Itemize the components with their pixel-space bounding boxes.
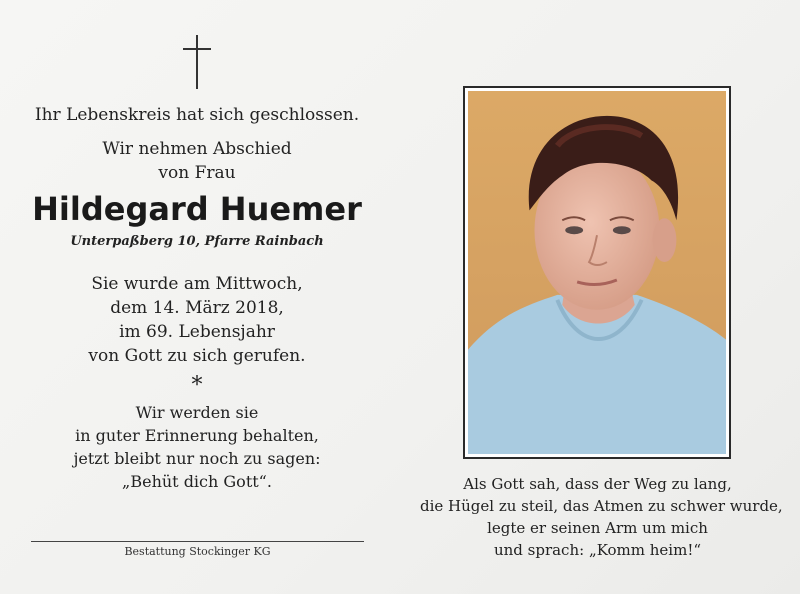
memory-line: jetzt bleibt nur noch zu sagen: <box>73 449 321 468</box>
poem-line: und sprach: „Komm heim!“ <box>493 541 702 559</box>
deceased-name: Hildegard Huemer <box>32 190 362 228</box>
memory-line: Wir werden sie <box>135 403 259 422</box>
memory-line: „Behüt dich Gott“. <box>122 472 272 491</box>
deceased-address: Unterpaßberg 10, Pfarre Rainbach <box>70 234 324 249</box>
star-separator: * <box>191 373 203 398</box>
intro-line: von Frau <box>158 163 236 183</box>
poem-line: die Hügel zu steil, das Atmen zu schwer wurde, <box>420 497 783 515</box>
death-notice-line: im 69. Lebensjahr <box>119 322 275 342</box>
footer-divider <box>31 541 364 542</box>
portrait-photo <box>468 91 726 454</box>
poem-line: legte er seinen Arm um mich <box>487 519 708 537</box>
intro-line: Wir nehmen Abschied <box>102 139 292 159</box>
intro-line: Ihr Lebenskreis hat sich geschlossen. <box>34 105 360 125</box>
undertaker-name: Bestattung Stockinger KG <box>124 545 271 558</box>
poem-line: Als Gott sah, dass der Weg zu lang, <box>463 475 732 493</box>
death-notice-line: von Gott zu sich gerufen. <box>88 346 306 366</box>
cross-icon <box>183 35 211 89</box>
death-notice-line: dem 14. März 2018, <box>110 298 284 318</box>
death-notice-line: Sie wurde am Mittwoch, <box>91 274 303 294</box>
portrait-frame <box>463 86 731 459</box>
memory-line: in guter Erinnerung behalten, <box>75 426 319 445</box>
